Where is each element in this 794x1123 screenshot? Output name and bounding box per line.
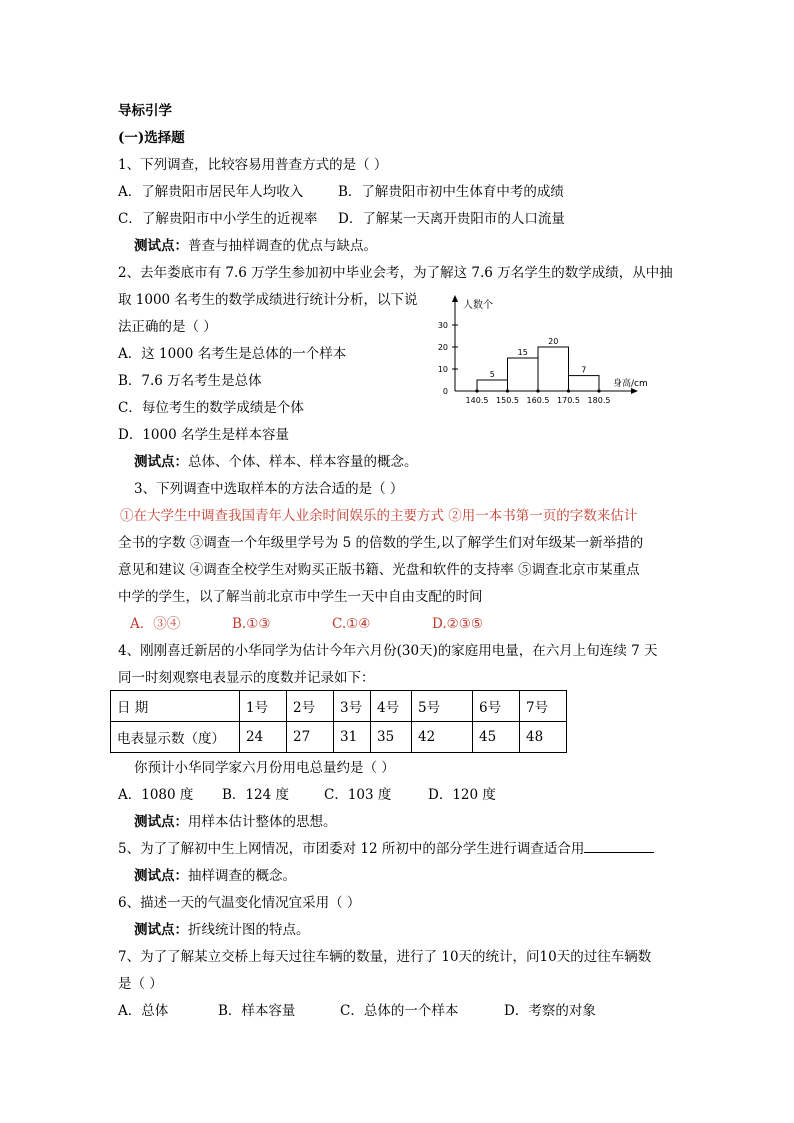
q4-option-d: D．120 度 [428, 787, 496, 803]
q2-option-b: B．7.6 万名考生是总体 [118, 373, 262, 389]
table-row-label: 电表显示数（度） [111, 722, 240, 753]
q4-stem-line2: 同一时刻观察电表显示的度数并记录如下： [118, 670, 375, 686]
histogram-bar [477, 380, 508, 391]
q1-test-text: 普查与抽样调查的优点与缺点。 [188, 238, 377, 254]
table-reading-cell: 35 [371, 722, 412, 753]
histogram-bar [569, 376, 600, 391]
q4-test-point [134, 813, 337, 831]
q6-test-text: 折线统计图的特点。 [188, 922, 310, 938]
q3-option-b: B.①③ [232, 616, 271, 632]
y-tick-label: 20 [437, 343, 448, 352]
q1-option-c: C．了解贵阳市中小学生的近视率 [118, 211, 318, 227]
q7-stem-line2: 是（ ） [118, 976, 163, 992]
section-title: 导标引学 [118, 103, 172, 119]
q4-option-b: B．124 度 [222, 787, 289, 803]
q4-test-label: 测试点： [134, 814, 188, 830]
histogram-bar [508, 358, 539, 391]
table-day-cell: 5号 [412, 691, 473, 722]
table-day-cell: 2号 [287, 691, 334, 722]
q7-option-b: B．样本容量 [218, 1003, 296, 1019]
q2-option-c: C．每位考生的数学成绩是个体 [118, 400, 304, 416]
q1-options-row2 [118, 210, 565, 228]
x-tick-label: 150.5 [496, 396, 519, 405]
bar-value-label: 20 [548, 337, 559, 346]
q2-option-a: A．这 1000 名考生是总体的一个样本 [118, 346, 347, 362]
q1-option-b: B．了解贵阳市初中生体育中考的成绩 [338, 184, 564, 200]
histogram-bar [538, 347, 569, 391]
bar-value-label: 15 [517, 348, 528, 357]
q3-option-d: D.②③⑤ [432, 616, 483, 632]
table-reading-cell: 24 [240, 722, 287, 753]
table-reading-cell: 42 [412, 722, 473, 753]
x-axis-label: 身高/cm [613, 379, 648, 389]
x-tick-label: 170.5 [557, 396, 580, 405]
x-tick-label: 160.5 [526, 396, 550, 405]
q3-choice-line3 [118, 561, 640, 579]
q6-test-label: 测试点： [134, 922, 188, 938]
q1-option-d: D．了解某一天离开贵阳市的人口流量 [338, 211, 565, 227]
q1-stem: 1、下列调查，比较容易用普查方式的是（ ） [118, 157, 388, 173]
q7-option-c: C．总体的一个样本 [340, 1003, 459, 1019]
q2-test-text: 总体、个体、样本、样本容量的概念。 [188, 454, 418, 470]
q7-option-d: D．考察的对象 [504, 1003, 596, 1019]
q6-stem: 6、描述一天的气温变化情况宜采用（ ） [118, 895, 361, 911]
x-tick-label: 180.5 [587, 396, 611, 405]
q1-test-point [134, 237, 377, 255]
q7-option-a: A．总体 [118, 1003, 169, 1019]
q3-choice-line4: 中学的学生，以了解当前北京市中学生一天中自由支配的时间 [118, 589, 483, 605]
q1-options-row1 [118, 183, 564, 201]
y-tick-label: 30 [437, 321, 448, 330]
q1-option-a: A．了解贵阳市居民年人均收入 [118, 184, 304, 200]
q2-test-point [134, 453, 418, 471]
q5-answer-blank[interactable] [584, 840, 654, 853]
q7-options [118, 1002, 596, 1020]
q1-test-label: 测试点： [134, 238, 188, 254]
q2-test-label: 测试点： [134, 454, 188, 470]
q3-choice-line1: ①在大学生中调查我国青年人业余时间娱乐的主要方式 ②用一本书第一页的字数来估计 [120, 508, 638, 524]
q3-option-c: C.①④ [332, 616, 371, 632]
q3-options [130, 615, 483, 633]
height-histogram [420, 290, 660, 415]
table-day-cell: 4号 [371, 691, 412, 722]
q2-stem-line2: 取 1000 名考生的数学成绩进行统计分析，以下说 [118, 292, 418, 308]
q6-test-point [134, 921, 310, 939]
histogram-labels [438, 298, 648, 405]
q4-options [118, 786, 496, 804]
q2-stem-line1: 2、去年娄底市有 7.6 万学生参加初中毕业会考，为了解这 7.6 万名学生的数学成绩，从中抽 [118, 265, 673, 281]
q3-option-a: A．③④ [130, 616, 181, 632]
q5-test-point [134, 867, 296, 885]
table-reading-cell: 45 [473, 722, 520, 753]
q3-choice-line2: 全书的字数 ③调查一个年级里学号为 5 的倍数的学生,以了解学生们对年级某一新举措的 [118, 535, 644, 551]
bar-value-label: 7 [581, 365, 587, 375]
bar-value-label: 5 [489, 370, 495, 379]
meter-reading-table [110, 690, 567, 753]
y-axis-arrow [452, 295, 458, 302]
q4-question: 你预计小华同学家六月份用电总量约是（ ） [134, 760, 395, 776]
q4-test-text: 用样本估计整体的思想。 [188, 814, 337, 830]
table-reading-cell: 31 [334, 722, 371, 753]
q4-option-a: A．1080 度 [118, 787, 194, 803]
table-reading-cell: 27 [287, 722, 334, 753]
subsection-title: (一)选择题 [118, 130, 185, 146]
q5-stem-row [118, 840, 654, 858]
y-tick-label: 10 [437, 365, 448, 374]
q5-test-text: 抽样调查的概念。 [188, 868, 296, 884]
table-row [111, 722, 567, 753]
table-row [111, 691, 567, 722]
q2-stem-line3: 法正确的是（ ） [118, 319, 217, 335]
y-axis-label: 人数个 [463, 300, 493, 311]
q5-test-label: 测试点： [134, 868, 188, 884]
q5-stem: 5、为了了解初中生上网情况，市团委对 12 所初中的部分学生进行调查适合用 [118, 841, 585, 857]
q4-option-c: C．103 度 [324, 787, 392, 803]
q3-choice-line3-text: 意见和建议 ④调查全校学生对购买正版书籍、光盘和软件的支持率 ⑤调查北京市某重点 [118, 562, 640, 578]
q3-stem: 3、下列调查中选取样本的方法合适的是（ ） [134, 481, 404, 497]
table-day-cell: 6号 [473, 691, 520, 722]
q2-option-d: D．1000 名学生是样本容量 [118, 427, 289, 443]
q4-stem-line1: 4、刚刚喜迁新居的小华同学为估计今年六月份(30天)的家庭用电量，在六月上旬连续 7 天 [118, 643, 658, 659]
table-day-cell: 7号 [520, 691, 567, 722]
table-day-cell: 1号 [240, 691, 287, 722]
q7-stem-line1: 7、为了了解某立交桥上每天过往车辆的数量，进行了 10天的统计，问10天的过往车辆数 [118, 949, 652, 965]
y-tick-label: 0 [442, 387, 448, 396]
table-day-cell: 3号 [334, 691, 371, 722]
table-header-date: 日 期 [111, 691, 240, 722]
x-tick-label: 140.5 [465, 396, 489, 405]
table-reading-cell: 48 [520, 722, 567, 753]
